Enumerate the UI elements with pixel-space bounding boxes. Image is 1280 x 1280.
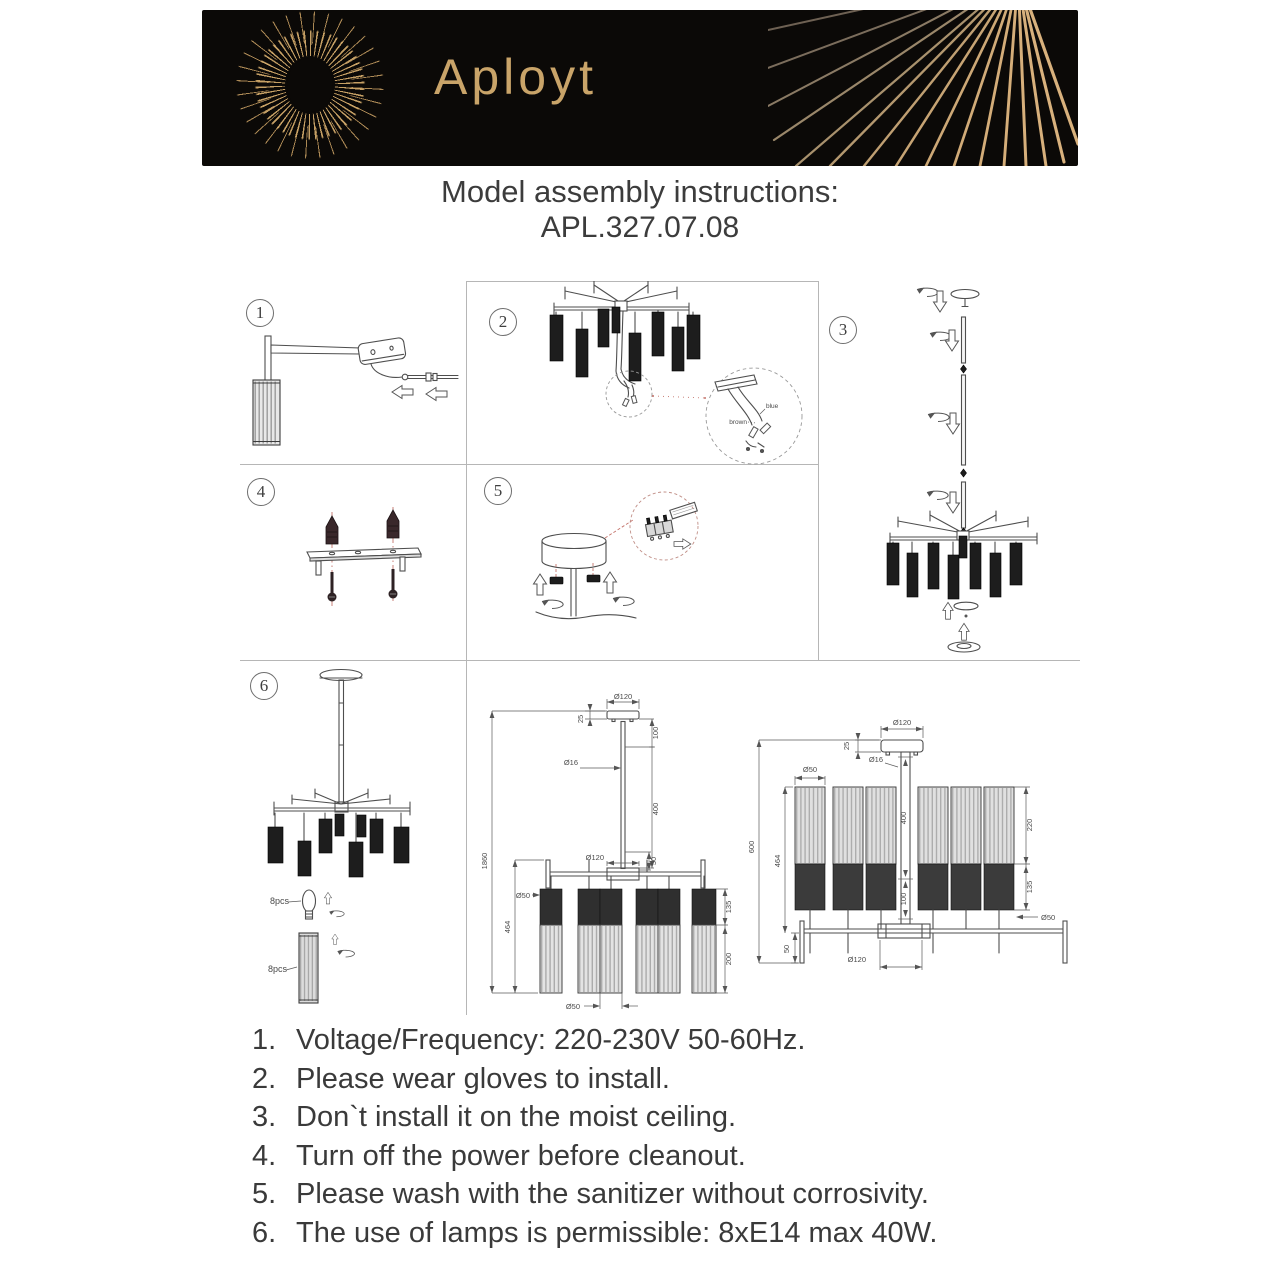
instruction-number: 6. bbox=[252, 1216, 277, 1249]
rotate-icon bbox=[930, 332, 951, 341]
dim-label: 135 bbox=[1025, 880, 1034, 894]
terminal-block bbox=[644, 514, 674, 541]
instruction-item bbox=[252, 1140, 1064, 1173]
slide-left-arrow-icon bbox=[426, 388, 447, 401]
rotate-icon bbox=[542, 600, 563, 609]
shade-item bbox=[299, 933, 318, 1003]
shades bbox=[795, 787, 1014, 910]
callout-leader bbox=[653, 396, 705, 398]
dim-label: 464 bbox=[503, 920, 512, 934]
dimension-drawing-front bbox=[466, 661, 745, 1015]
rotate-icon bbox=[329, 910, 344, 916]
step-6-diagram bbox=[240, 661, 466, 1015]
dim-label: 100 bbox=[899, 892, 908, 906]
dim-label: 25 bbox=[576, 714, 585, 724]
model-number: APL.327.07.08 bbox=[540, 211, 740, 244]
wall-anchor bbox=[326, 516, 338, 544]
up-arrow-icon bbox=[324, 892, 331, 904]
step-3-number: 3 bbox=[838, 320, 848, 339]
screw bbox=[328, 572, 337, 602]
mounting-cup bbox=[358, 337, 407, 365]
lock-nut bbox=[550, 577, 563, 584]
dimension-drawing-top bbox=[745, 661, 1080, 1015]
up-arrow-icon bbox=[332, 934, 339, 945]
wire-plate bbox=[670, 502, 698, 519]
step-1-diagram bbox=[240, 288, 466, 463]
dim-label: 600 bbox=[747, 840, 756, 854]
up-arrow-icon bbox=[534, 574, 547, 595]
dim-label: 1860 bbox=[480, 852, 489, 870]
instruction-number: 1. bbox=[252, 1024, 277, 1056]
rotate-icon bbox=[613, 597, 634, 606]
down-arrow-icon bbox=[934, 291, 947, 312]
shades bbox=[268, 814, 409, 877]
instruction-text: The use of lamps is permissible: 8xE14 max 40W. bbox=[296, 1216, 938, 1249]
step-6-number: 6 bbox=[259, 676, 269, 695]
instruction-item bbox=[252, 1063, 1064, 1096]
instruction-item bbox=[252, 1217, 1064, 1250]
dim-label: 464 bbox=[773, 854, 782, 868]
dim-label: Ø120 bbox=[847, 955, 866, 964]
dim-label: 100 bbox=[651, 726, 660, 740]
brand-banner bbox=[202, 10, 1078, 166]
lock-nut bbox=[587, 575, 600, 582]
corner-rays-decoration bbox=[768, 10, 1078, 166]
bulb-count-label: 8pcs bbox=[270, 896, 290, 906]
instruction-text: Voltage/Frequency: 220-230V 50-60Hz. bbox=[296, 1024, 806, 1056]
instruction-text: Turn off the power before cleanout. bbox=[296, 1139, 746, 1172]
lamp-shade bbox=[253, 380, 280, 445]
dim-label: 400 bbox=[899, 811, 908, 825]
dim-label: Ø50 bbox=[1041, 913, 1056, 922]
sunburst-core bbox=[287, 58, 333, 112]
step-3-diagram bbox=[818, 281, 1080, 663]
instruction-item bbox=[252, 1101, 1064, 1134]
rotate-icon bbox=[927, 491, 948, 500]
rotate-icon bbox=[928, 413, 949, 422]
step-2-diagram bbox=[466, 281, 818, 471]
shades bbox=[887, 536, 1022, 599]
dim-label: Ø120 bbox=[585, 853, 604, 862]
step-4-diagram bbox=[240, 464, 466, 660]
up-arrow-icon bbox=[604, 572, 617, 593]
dim-label: Ø16 bbox=[868, 755, 883, 764]
instruction-text: Please wear gloves to install. bbox=[296, 1062, 670, 1095]
dim-label: Ø50 bbox=[802, 765, 818, 774]
rotate-icon bbox=[917, 288, 938, 297]
brand-name: Aployt bbox=[434, 49, 597, 105]
dim-label: 400 bbox=[651, 802, 660, 816]
insert-arrow-icon bbox=[674, 539, 691, 549]
instruction-number: 3. bbox=[252, 1101, 277, 1133]
dim-label: 50 bbox=[649, 856, 658, 866]
dim-label: 50 bbox=[782, 944, 791, 954]
page-title: Model assembly instructions: bbox=[441, 174, 839, 209]
instruction-number: 5. bbox=[252, 1178, 277, 1210]
instructions-list bbox=[252, 1024, 1064, 1255]
wire-label-brown: brown bbox=[729, 419, 747, 426]
dim-label: 200 bbox=[724, 952, 733, 966]
up-arrow-icon bbox=[943, 602, 953, 619]
instruction-item bbox=[252, 1024, 1064, 1057]
dim-label: 25 bbox=[842, 741, 851, 751]
bulb-item bbox=[303, 890, 316, 919]
sunburst-logo-icon bbox=[235, 10, 385, 160]
wire-label-blue: blue bbox=[766, 403, 779, 410]
shades bbox=[540, 889, 716, 993]
instruction-number: 2. bbox=[252, 1062, 277, 1095]
rotate-icon bbox=[338, 950, 355, 957]
dim-label: Ø120 bbox=[613, 692, 633, 701]
dim-label: Ø120 bbox=[892, 718, 912, 727]
callout-leader bbox=[605, 520, 633, 538]
instruction-number: 4. bbox=[252, 1139, 277, 1172]
dim-label: 135 bbox=[724, 900, 733, 914]
dim-label: Ø50 bbox=[565, 1002, 580, 1011]
instruction-text: Please wash with the sanitizer without corrosivity. bbox=[296, 1178, 929, 1210]
dim-label: 220 bbox=[1025, 818, 1034, 832]
instruction-item bbox=[252, 1178, 1064, 1211]
dim-label: Ø16 bbox=[563, 758, 578, 767]
mounting-bracket bbox=[307, 548, 421, 575]
step-2-number: 2 bbox=[498, 312, 508, 331]
step-4-number: 4 bbox=[256, 482, 266, 501]
up-arrow-icon bbox=[959, 623, 969, 640]
screw bbox=[389, 569, 398, 599]
step-1-number: 1 bbox=[255, 303, 265, 322]
rod-segments bbox=[962, 317, 966, 528]
step-5-number: 5 bbox=[493, 481, 503, 500]
wall-anchor bbox=[387, 510, 399, 538]
step-5-diagram bbox=[466, 464, 818, 661]
instruction-text: Don`t install it on the moist ceiling. bbox=[296, 1101, 737, 1133]
slide-left-arrow-icon bbox=[392, 386, 413, 399]
dim-label: Ø50 bbox=[515, 891, 530, 900]
shade-count-label: 8pcs bbox=[268, 964, 288, 974]
